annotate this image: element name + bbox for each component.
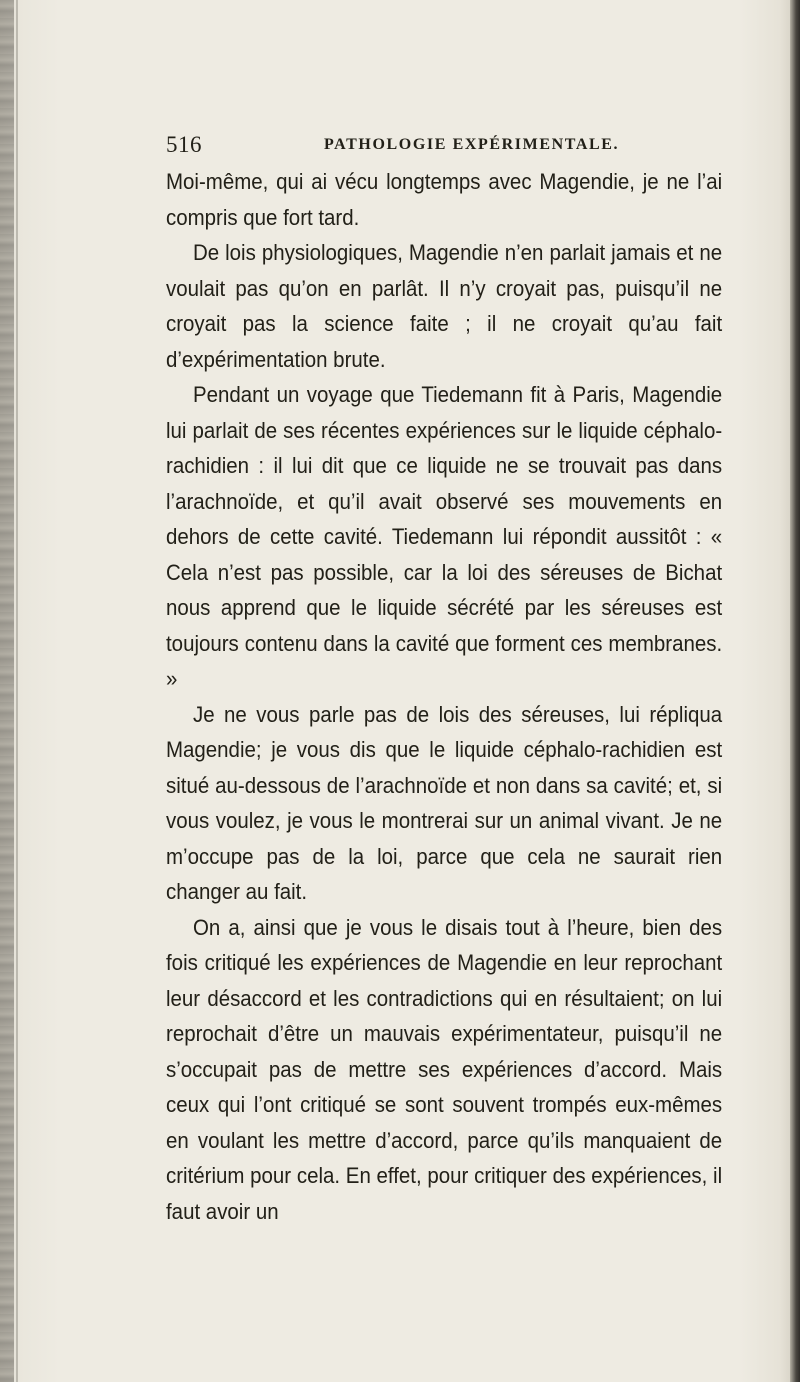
- binding-edge-right: [790, 0, 800, 1382]
- paragraph-5: On a, ainsi que je vous le disais tout à l’heure, bien des fois critiqué les expériences de Magendie en leur reprochant leur désaccord et les contradictions qui en résultaient; on lui reprochait d’être un mauvais expérimentateur, puisqu’il ne s’occupait pas de mettre ses expériences d’accord. Mais ceux qui l’ont critiqué se sont souvent trompés eux-mêmes en voulant les mettre d’accord, parce qu’ils manquaient de critérium pour cela. En effet, pour critiquer des expériences, il faut avoir un: [166, 914, 723, 1224]
- paragraph-2: De lois physiologiques, Magendie n’en parlait jamais et ne voulait pas qu’on en parlât. Il n’y croyait pas, puisqu’il ne croyait pas la science faite ; il ne croyait qu’au fait d’expérimentation brute.: [166, 240, 723, 372]
- paragraph-3: Pendant un voyage que Tiedemann fit à Paris, Magendie lui parlait de ses récentes expériences sur le liquide céphalo-rachidien : il lui dit que ce liquide ne se trouvait pas dans l’arachnoïde, et qu’il avait observé ses mouvements en dehors de cette cavité. Tiedemann lui répondit aussitôt : « Cela n’est pas possible, car la loi des séreuses de Bichat nous apprend que le liquide sécrété par les séreuses est toujours contenu dans la cavité que forment ces membranes. »: [166, 382, 723, 691]
- paragraph-4: Je ne vous parle pas de lois des séreuses, lui répliqua Magendie; je vous dis que le liquide céphalo-rachidien est situé au-dessous de l’arachnoïde et non dans sa cavité; et, si vous voulez, je vous le montrerai sur un animal vivant. Je ne m’occupe pas de la loi, parce que cela ne saurait rien changer au fait.: [166, 701, 723, 904]
- page-number: 516: [166, 132, 202, 157]
- running-head: PATHOLOGIE EXPÉRIMENTALE.: [324, 136, 620, 153]
- page-header: [166, 132, 766, 166]
- binding-gutter-line: [16, 0, 18, 1382]
- body-text: [166, 164, 722, 1229]
- binding-gutter-left: [0, 0, 14, 1382]
- paragraph-1: Moi-même, qui ai vécu longtemps avec Magendie, je ne l’ai compris que fort tard.: [166, 169, 723, 230]
